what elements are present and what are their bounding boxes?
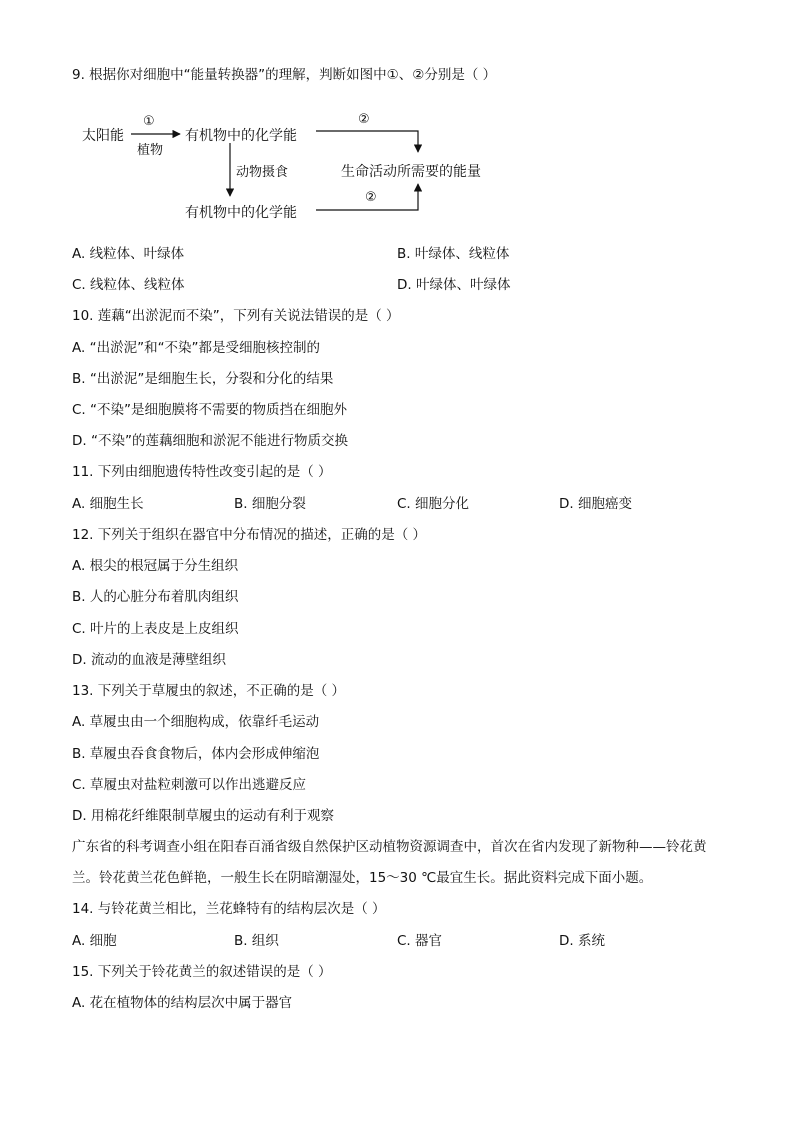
q9-option-b: B. 叶绿体、线粒体 — [397, 246, 510, 262]
q10-option-d: D. “不染”的莲藕细胞和淤泥不能进行物质交换 — [72, 433, 348, 449]
q11-option-a: A. 细胞生长 — [72, 496, 144, 512]
question-10-stem: 10. 莲藕“出淤泥而不染”，下列有关说法错误的是（ ） — [72, 308, 400, 324]
diagram-arrows — [0, 0, 794, 230]
chemical-energy-1-label: 有机物中的化学能 — [185, 128, 297, 144]
question-13-stem: 13. 下列关于草履虫的叙述，不正确的是（ ） — [72, 683, 346, 699]
question-12-stem: 12. 下列关于组织在器官中分布情况的描述，正确的是（ ） — [72, 527, 427, 543]
circle-2-top-label: ② — [358, 112, 370, 127]
q12-option-a: A. 根尖的根冠属于分生组织 — [72, 558, 239, 574]
q10-option-b: B. “出淤泥”是细胞生长，分裂和分化的结果 — [72, 371, 334, 387]
life-energy-label: 生命活动所需要的能量 — [341, 164, 481, 180]
q15-option-a: A. 花在植物体的结构层次中属于器官 — [72, 995, 293, 1011]
reading-passage: 广东省的科考调查小组在阳春百涌省级自然保护区动植物资源调查中，首次在省内发现了新物种——铃花黄兰。铃花黄兰花色鲜艳，一般生长在阴暗潮湿处，15～30 ℃最宜生长。据此资料完成下面小题。 — [72, 839, 707, 886]
q12-option-b: B. 人的心脏分布着肌肉组织 — [72, 589, 239, 605]
q11-option-b: B. 细胞分裂 — [234, 496, 306, 512]
q13-option-b: B. 草履虫吞食食物后，体内会形成伸缩泡 — [72, 746, 320, 762]
q9-option-d: D. 叶绿体、叶绿体 — [397, 277, 511, 293]
q12-option-d: D. 流动的血液是薄壁组织 — [72, 652, 226, 668]
q11-option-d: D. 细胞癌变 — [559, 496, 632, 512]
question-11-stem: 11. 下列由细胞遗传特性改变引起的是（ ） — [72, 464, 332, 480]
q13-option-d: D. 用棉花纤维限制草履虫的运动有利于观察 — [72, 808, 334, 824]
animal-eating-label: 动物摄食 — [236, 165, 289, 180]
q14-option-b: B. 组织 — [234, 933, 279, 949]
plant-label: 植物 — [137, 143, 164, 158]
chemical-energy-2-label: 有机物中的化学能 — [185, 205, 297, 221]
arrow-chem1-to-life — [316, 131, 418, 152]
question-14-stem: 14. 与铃花黄兰相比，兰花蜂特有的结构层次是（ ） — [72, 901, 386, 917]
q13-option-c: C. 草履虫对盐粒刺激可以作出逃避反应 — [72, 777, 307, 793]
sun-energy-label: 太阳能 — [82, 128, 124, 144]
q9-option-c: C. 线粒体、线粒体 — [72, 277, 185, 293]
question-9-stem: 9. 根据你对细胞中“能量转换器”的理解，判断如图中①、②分别是（ ） — [72, 67, 497, 83]
circle-2-bottom-label: ② — [365, 190, 377, 205]
q10-option-c: C. “不染”是细胞膜将不需要的物质挡在细胞外 — [72, 402, 347, 418]
q12-option-c: C. 叶片的上表皮是上皮组织 — [72, 621, 239, 637]
q11-option-c: C. 细胞分化 — [397, 496, 470, 512]
q13-option-a: A. 草履虫由一个细胞构成，依靠纤毛运动 — [72, 714, 320, 730]
q9-option-a: A. 线粒体、叶绿体 — [72, 246, 185, 262]
question-15-stem: 15. 下列关于铃花黄兰的叙述错误的是（ ） — [72, 964, 332, 980]
q14-option-c: C. 器官 — [397, 933, 443, 949]
q14-option-a: A. 细胞 — [72, 933, 117, 949]
circle-1-label: ① — [143, 114, 155, 129]
q14-option-d: D. 系统 — [559, 933, 605, 949]
q10-option-a: A. “出淤泥”和“不染”都是受细胞核控制的 — [72, 340, 321, 356]
arrow-chem2-to-life — [316, 184, 418, 210]
